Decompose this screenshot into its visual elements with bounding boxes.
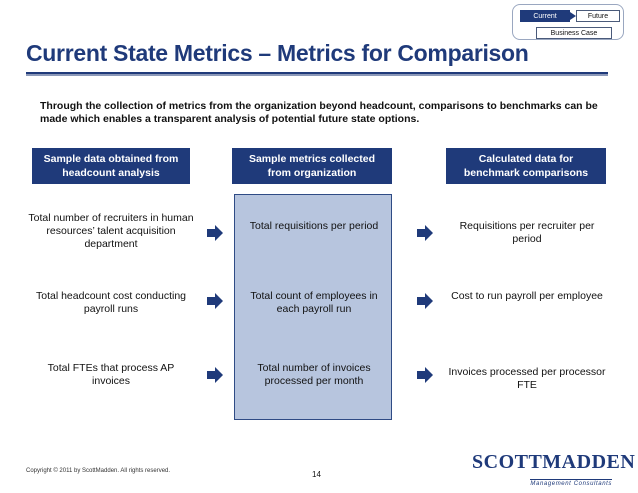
- column-header-headcount: Sample data obtained from headcount analysis: [32, 148, 190, 184]
- row3-left-arrow-icon: [206, 366, 224, 384]
- title-divider: [26, 72, 608, 76]
- column-header-calculated: Calculated data for benchmark comparisons: [446, 148, 606, 184]
- logo-wordmark: SCOTTMADDEN: [472, 451, 636, 473]
- page-number: 14: [312, 470, 321, 479]
- intro-text: Through the collection of metrics from the organization beyond headcount, comparisons to benchmarks can be made which enables a transparent analysis of potential future state options.: [40, 100, 598, 125]
- row1-left-arrow-icon: [206, 224, 224, 242]
- row3-right-arrow-icon: [416, 366, 434, 384]
- row2-left-arrow-icon: [206, 292, 224, 310]
- column-header-collected: Sample metrics collected from organization: [232, 148, 392, 184]
- nav-business-case-button[interactable]: Business Case: [536, 27, 612, 39]
- row1-calculated-cell: Requisitions per recruiter per period: [459, 220, 595, 245]
- row3-headcount-cell: Total FTEs that process AP invoices: [47, 362, 175, 387]
- nav-future-button[interactable]: Future: [576, 10, 620, 22]
- row3-collected-cell: Total number of invoices processed per month: [257, 362, 371, 387]
- row1-headcount-cell: Total number of recruiters in human resources’ talent acquisition department: [28, 212, 194, 250]
- row3-calculated-cell: Invoices processed per processor FTE: [448, 366, 606, 391]
- row2-right-arrow-icon: [416, 292, 434, 310]
- row2-calculated-cell: Cost to run payroll per employee: [451, 290, 603, 302]
- logo-tagline: Management Consultants: [530, 481, 612, 487]
- row1-right-arrow-icon: [416, 224, 434, 242]
- company-logo: [472, 451, 636, 490]
- row2-collected-cell: Total count of employees in each payroll run: [250, 290, 378, 315]
- row2-headcount-cell: Total headcount cost conducting payroll runs: [35, 290, 187, 315]
- row1-collected-cell: Total requisitions per period: [249, 220, 379, 232]
- page-title: Current State Metrics – Metrics for Comparison: [26, 40, 529, 66]
- nav-current-button[interactable]: Current: [520, 10, 570, 22]
- copyright-text: Copyright © 2011 by ScottMadden. All rights reserved.: [26, 468, 171, 474]
